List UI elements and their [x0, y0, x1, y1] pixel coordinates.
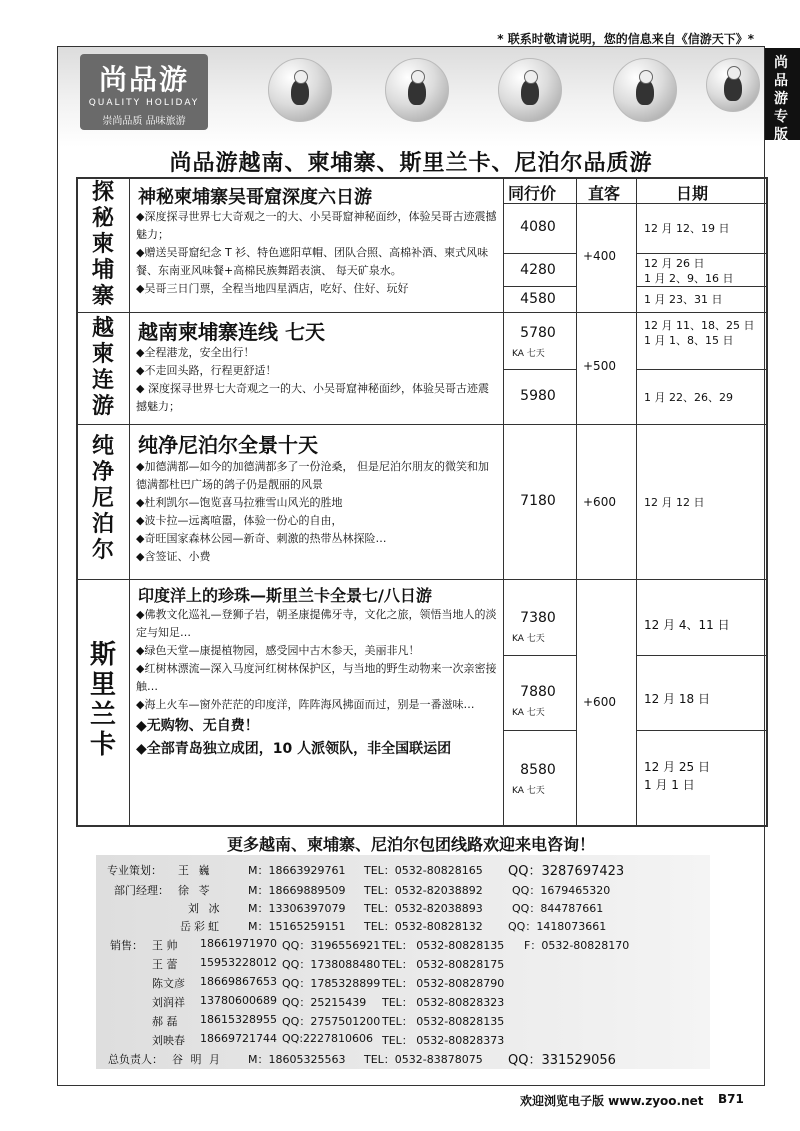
row-label-char: 卡 [89, 730, 116, 760]
side-tab-char: 游 [774, 91, 788, 107]
contact-qq: QQ：25215439 [282, 996, 367, 1009]
side-tab-char: 尚 [774, 55, 788, 71]
side-tab [762, 48, 800, 143]
tour-bullet: ◆波卡拉—远离喧嚣，体验一份心的自由， [136, 514, 343, 527]
header-date: 日期 [676, 184, 709, 203]
contact-name: 王 蕾 [152, 958, 178, 971]
row-label-nepal [80, 434, 126, 564]
contact-mobile: 15953228012 [200, 956, 277, 969]
contact-tel: TEL： 0532-80828373 [382, 1034, 505, 1047]
grid-line [636, 730, 766, 731]
tour-bullet: ◆全部青岛独立成团，10 人派领队，非全国联运团 [136, 741, 452, 757]
contact-qq: QQ：331529056 [508, 1053, 616, 1068]
tour-bullets [136, 344, 498, 416]
price-note: KA 七天 [512, 786, 545, 796]
row-label-vietnam-cambodia [80, 316, 126, 420]
tour-bullets [136, 606, 498, 760]
departure-dates: 12 月 25 日 1 月 1 日 [644, 760, 710, 792]
tour-bullet: ◆不走回头路，行程更舒适！ [136, 364, 277, 377]
row-label-char: 探 [91, 180, 114, 205]
contact-name: 徐 苓 [178, 884, 213, 897]
page-number: B71 [718, 1092, 744, 1106]
row-label-char: 纯 [91, 434, 114, 459]
grid-line [576, 179, 577, 825]
tour-bullet: ◆海上火车—窗外茫茫的印度洋，阵阵海风拂面而过，别是一番滋味… [136, 698, 475, 711]
tour-price: 5780 [520, 325, 556, 341]
contact-role: 总负责人： [108, 1053, 163, 1066]
contact-tel: TEL：0532-82038892 [364, 884, 483, 897]
header-direct: 直客 [588, 184, 621, 203]
row-label-char: 连 [91, 368, 114, 393]
contact-qq: QQ：1679465320 [512, 884, 611, 897]
contact-mobile: 18669867653 [200, 975, 277, 988]
departure-dates: 1 月 22、26、29 [644, 391, 733, 404]
inquiry-line: 更多越南、柬埔寨、尼泊尔包团线路欢迎来电咨询！ [226, 835, 595, 854]
snowglobe-image [385, 58, 449, 122]
tour-price: 8580 [520, 762, 556, 778]
tour-bullet: ◆全程港龙，安全出行！ [136, 346, 255, 359]
contact-mobile: M：18669889509 [248, 884, 346, 897]
row-label-char: 净 [91, 460, 114, 485]
tour-bullet: ◆ 深度探寻世界七大奇观之一的大、小吴哥窟神秘面纱，体验吴哥古迹震撼魅力； [136, 382, 489, 413]
snowglobe-image [706, 58, 760, 112]
row-label-char: 越 [91, 316, 114, 341]
contact-tel: TEL： 0532-80828135 [382, 939, 505, 952]
row-label-cambodia [80, 180, 126, 310]
tour-bullet: ◆赠送吴哥窟纪念 T 衫、特色遮阳草帽、团队合照、高棉补酒、柬式风味餐、东南亚风味餐+高棉民族舞蹈表演、 每天矿泉水。 [136, 246, 489, 277]
contact-name: 刘 冰 [188, 902, 223, 915]
departure-dates: 12 月 11、18、25 日 1 月 1、8、15 日 [644, 319, 755, 347]
contact-tel: TEL： 0532-80828790 [382, 977, 505, 990]
grid-line [129, 179, 130, 825]
tour-bullet: ◆佛教文化巡礼—登狮子岩，朝圣康提佛牙寺，文化之旅，领悟当地人的淡定与知足… [136, 608, 497, 639]
tour-price: 4580 [520, 291, 556, 307]
tour-bullet: ◆含签证、小费 [136, 550, 211, 563]
direct-surcharge: +600 [583, 695, 616, 709]
departure-dates: 12 月 26 日 1 月 2、9、16 日 [644, 257, 734, 285]
contact-qq: QQ：3196556921 [282, 939, 381, 952]
grid-line [503, 286, 576, 287]
contact-name: 岳彩虹 [180, 920, 222, 933]
tour-bullet: ◆加德满都—如今的加德满都多了一份沧桑， 但是尼泊尔朋友的微笑和加德满都杜巴广场的鸽子仍是靓丽的风景 [136, 460, 489, 491]
contact-role: 部门经理： [114, 884, 169, 897]
row-label-char: 寨 [91, 284, 114, 309]
tour-title: 神秘柬埔寨吴哥窟深度六日游 [138, 187, 372, 208]
price-note: KA 七天 [512, 708, 545, 718]
contact-tel: TEL：0532-80828132 [364, 920, 483, 933]
contact-qq: QQ：1785328899 [282, 977, 381, 990]
row-label-char: 泊 [91, 512, 114, 537]
contact-name: 王 巍 [178, 864, 213, 877]
grid-line [636, 179, 637, 825]
tour-bullet: ◆深度探寻世界七大奇观之一的大、小吴哥窟神秘面纱，体验吴哥古迹震撼魅力； [136, 210, 497, 241]
departure-dates: 12 月 12 日 [644, 496, 705, 509]
brand-logo [80, 54, 208, 130]
contact-tel: TEL：0532-83878075 [364, 1053, 483, 1066]
row-label-char: 游 [91, 394, 114, 419]
logo-slogan: 崇尚品质 品味旅游 [102, 116, 186, 127]
tour-price: 7880 [520, 684, 556, 700]
snowglobe-image [268, 58, 332, 122]
grid-line [78, 579, 766, 580]
contact-tel: TEL： 0532-80828175 [382, 958, 505, 971]
tour-price: 4080 [520, 219, 556, 235]
contact-name: 陈文彦 [152, 977, 185, 990]
contact-qq: QQ：844787661 [512, 902, 604, 915]
contact-name: 刘映春 [152, 1034, 185, 1047]
contact-fax: F：0532-80828170 [524, 939, 630, 952]
contact-name: 郝 磊 [152, 1015, 178, 1028]
grid-line [78, 312, 766, 313]
tour-title: 越南柬埔寨连线 七天 [138, 320, 325, 344]
logo-english: QUALITY HOLIDAY [88, 98, 200, 108]
row-label-char: 尼 [91, 486, 114, 511]
tour-bullet: ◆红树林漂流—深入马度河红树林保护区，与当地的野生动物来一次亲密接触… [136, 662, 497, 693]
departure-dates: 1 月 23、31 日 [644, 293, 723, 306]
contact-name: 刘润祥 [152, 996, 185, 1009]
contact-tel: TEL： 0532-80828323 [382, 996, 505, 1009]
direct-surcharge: +500 [583, 359, 616, 373]
contact-qq: QQ:2227810606 [282, 1032, 374, 1045]
tour-bullet: ◆杜利凯尔—饱览喜马拉雅雪山风光的胜地 [136, 496, 343, 509]
tour-title: 纯净尼泊尔全景十天 [138, 433, 318, 457]
departure-dates: 12 月 18 日 [644, 692, 710, 706]
row-label-char: 尔 [91, 538, 114, 563]
snowglobe-image [613, 58, 677, 122]
contact-qq: QQ：1738088480 [282, 958, 381, 971]
side-tab-char: 版 [774, 127, 788, 143]
departure-dates: 12 月 12、19 日 [644, 222, 730, 235]
contact-tel: TEL：0532-80828165 [364, 864, 483, 877]
contact-mobile: M：18663929761 [248, 864, 346, 877]
grid-line [503, 730, 576, 731]
tour-price: 4280 [520, 262, 556, 278]
contact-name: 谷 明 月 [172, 1053, 222, 1066]
header-price: 同行价 [508, 184, 557, 203]
row-label-char: 兰 [89, 700, 116, 730]
direct-surcharge: +400 [583, 249, 616, 263]
contact-qq: QQ：1418073661 [508, 920, 607, 933]
contact-mobile: 13780600689 [200, 994, 277, 1007]
contact-qq: QQ：2757501200 [282, 1015, 381, 1028]
row-label-char: 斯 [89, 640, 116, 670]
side-tab-char: 品 [774, 73, 788, 89]
contact-role: 专业策划： [107, 864, 162, 877]
grid-line [503, 655, 576, 656]
price-note: KA 七天 [512, 349, 545, 359]
direct-surcharge: +600 [583, 495, 616, 509]
grid-line [503, 179, 504, 825]
row-label-char: 里 [89, 670, 116, 700]
tour-bullets [136, 208, 498, 298]
contact-qq: QQ：3287697423 [508, 864, 625, 879]
contact-mobile: 18669721744 [200, 1032, 277, 1045]
website-note: 欢迎浏览电子版 www.zyoo.net [520, 1094, 704, 1108]
contact-role: 销售： [110, 939, 143, 952]
tour-price: 7180 [520, 493, 556, 509]
row-label-char: 秘 [91, 206, 114, 231]
tour-price: 5980 [520, 388, 556, 404]
row-label-char: 埔 [91, 258, 114, 283]
grid-line [503, 253, 576, 254]
tour-bullet: ◆奇旺国家森林公园—新奇、刺激的热带丛林探险… [136, 532, 387, 545]
tour-price: 7380 [520, 610, 556, 626]
row-label-sri-lanka [80, 640, 126, 760]
tour-bullet: ◆绿色天堂—康提植物园，感受园中古木参天，美丽非凡！ [136, 644, 420, 657]
contact-mobile: M：15165259151 [248, 920, 346, 933]
departure-dates: 12 月 4、11 日 [644, 618, 730, 632]
contact-mobile: 18615328955 [200, 1013, 277, 1026]
grid-line [503, 369, 576, 370]
contact-mobile: M：18605325563 [248, 1053, 346, 1066]
logo-name: 尚品游 [98, 63, 189, 96]
row-label-char: 柬 [91, 232, 114, 257]
row-label-char: 柬 [91, 342, 114, 367]
source-note: * 联系时敬请说明，您的信息来自《信游天下》* [497, 32, 754, 46]
grid-line [636, 369, 766, 370]
side-tab-char: 专 [774, 109, 788, 125]
tour-bullets [136, 458, 498, 566]
grid-line [636, 286, 766, 287]
contact-tel: TEL： 0532-80828135 [382, 1015, 505, 1028]
tour-title: 印度洋上的珍珠—斯里兰卡全景七/八日游 [138, 586, 432, 605]
page-title: 尚品游越南、柬埔寨、斯里兰卡、尼泊尔品质游 [169, 151, 653, 176]
contact-mobile: M：13306397079 [248, 902, 346, 915]
snowglobe-image [498, 58, 562, 122]
tour-bullet: ◆无购物、无自费！ [136, 718, 259, 734]
contact-name: 王 帅 [152, 939, 178, 952]
price-note: KA 七天 [512, 634, 545, 644]
grid-line [78, 424, 766, 425]
contact-mobile: 18661971970 [200, 937, 277, 950]
contact-tel: TEL：0532-82038893 [364, 902, 483, 915]
grid-line [636, 655, 766, 656]
tour-bullet: ◆吴哥三日门票，全程当地四星酒店，吃好、住好、玩好 [136, 282, 409, 295]
grid-line [636, 253, 766, 254]
